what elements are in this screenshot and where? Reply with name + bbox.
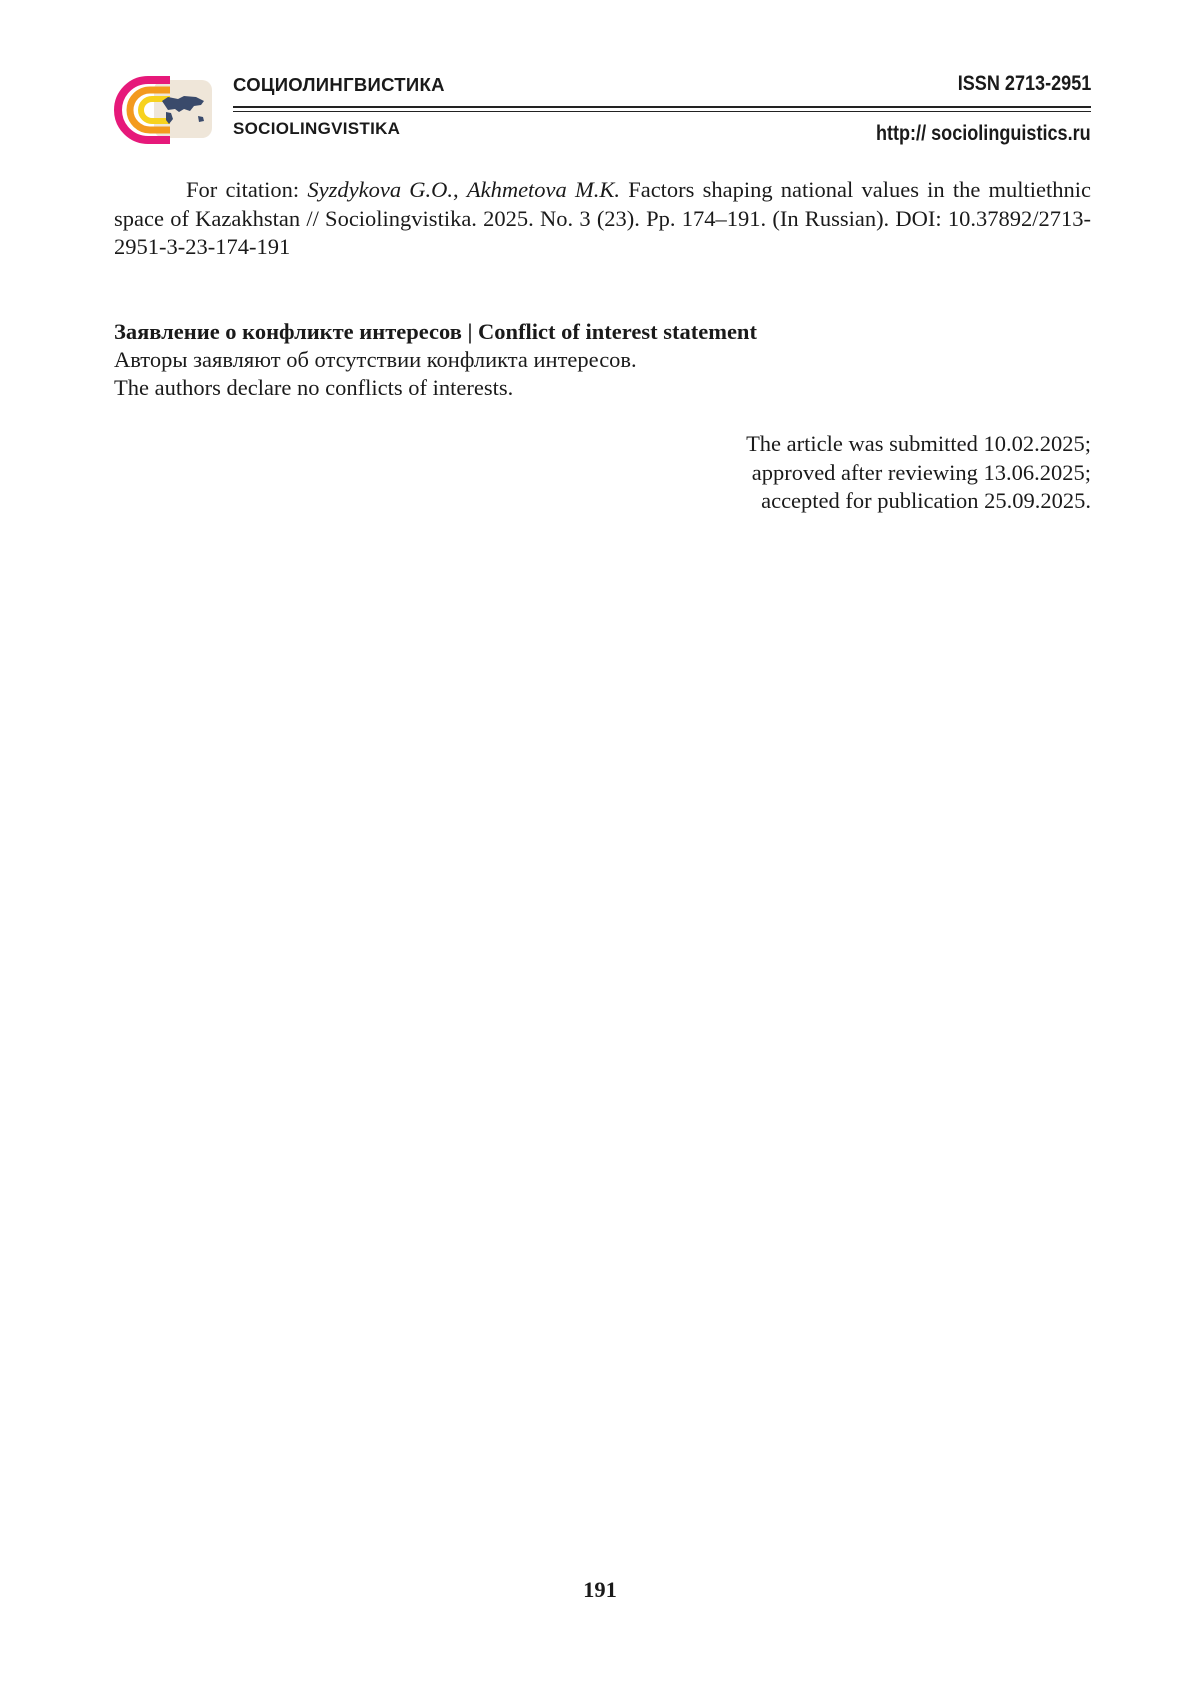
citation-details: Factors shaping national values in the multiethnic space of Kazakhstan // Sociolingvistika. 2025. No. 3 (23). Pp. 174–191. (In Russian). DOI: 10.37892/2713-2951-3-23-174-191: [114, 177, 1091, 259]
journal-logo-icon: [112, 74, 214, 148]
citation-paragraph: [114, 176, 1091, 262]
page-number: 191: [583, 1577, 617, 1602]
header-divider: [233, 106, 1091, 108]
citation-author-2: Akhmetova M.K.: [466, 177, 620, 202]
conflict-heading: Заявление о конфликте интересов | Conflict of interest statement: [114, 319, 757, 344]
citation-prefix: For citation:: [186, 177, 308, 202]
header-divider-thin: [233, 111, 1091, 112]
citation-author-1: Syzdykova G.O.: [307, 177, 454, 202]
submitted-date: The article was submitted 10.02.2025;: [746, 431, 1091, 456]
conflict-of-interest-section: [114, 318, 1091, 402]
conflict-text-ru: Авторы заявляют об отсутствии конфликта интересов.: [114, 347, 637, 372]
issn-label: ISSN 2713-2951: [957, 72, 1091, 95]
citation-separator: ,: [453, 177, 467, 202]
approved-date: approved after reviewing 13.06.2025;: [751, 459, 1091, 485]
journal-name-ru: СОЦИОЛИНГВИСТИКА: [233, 74, 445, 95]
journal-url: http:// sociolinguistics.ru: [876, 122, 1091, 145]
journal-name-en: SOCIOLINGVISTIKA: [233, 119, 401, 138]
conflict-text-en: The authors declare no conflicts of interests.: [114, 375, 514, 400]
article-dates: [746, 430, 1091, 516]
accepted-date: accepted for publication 25.09.2025.: [761, 488, 1091, 513]
